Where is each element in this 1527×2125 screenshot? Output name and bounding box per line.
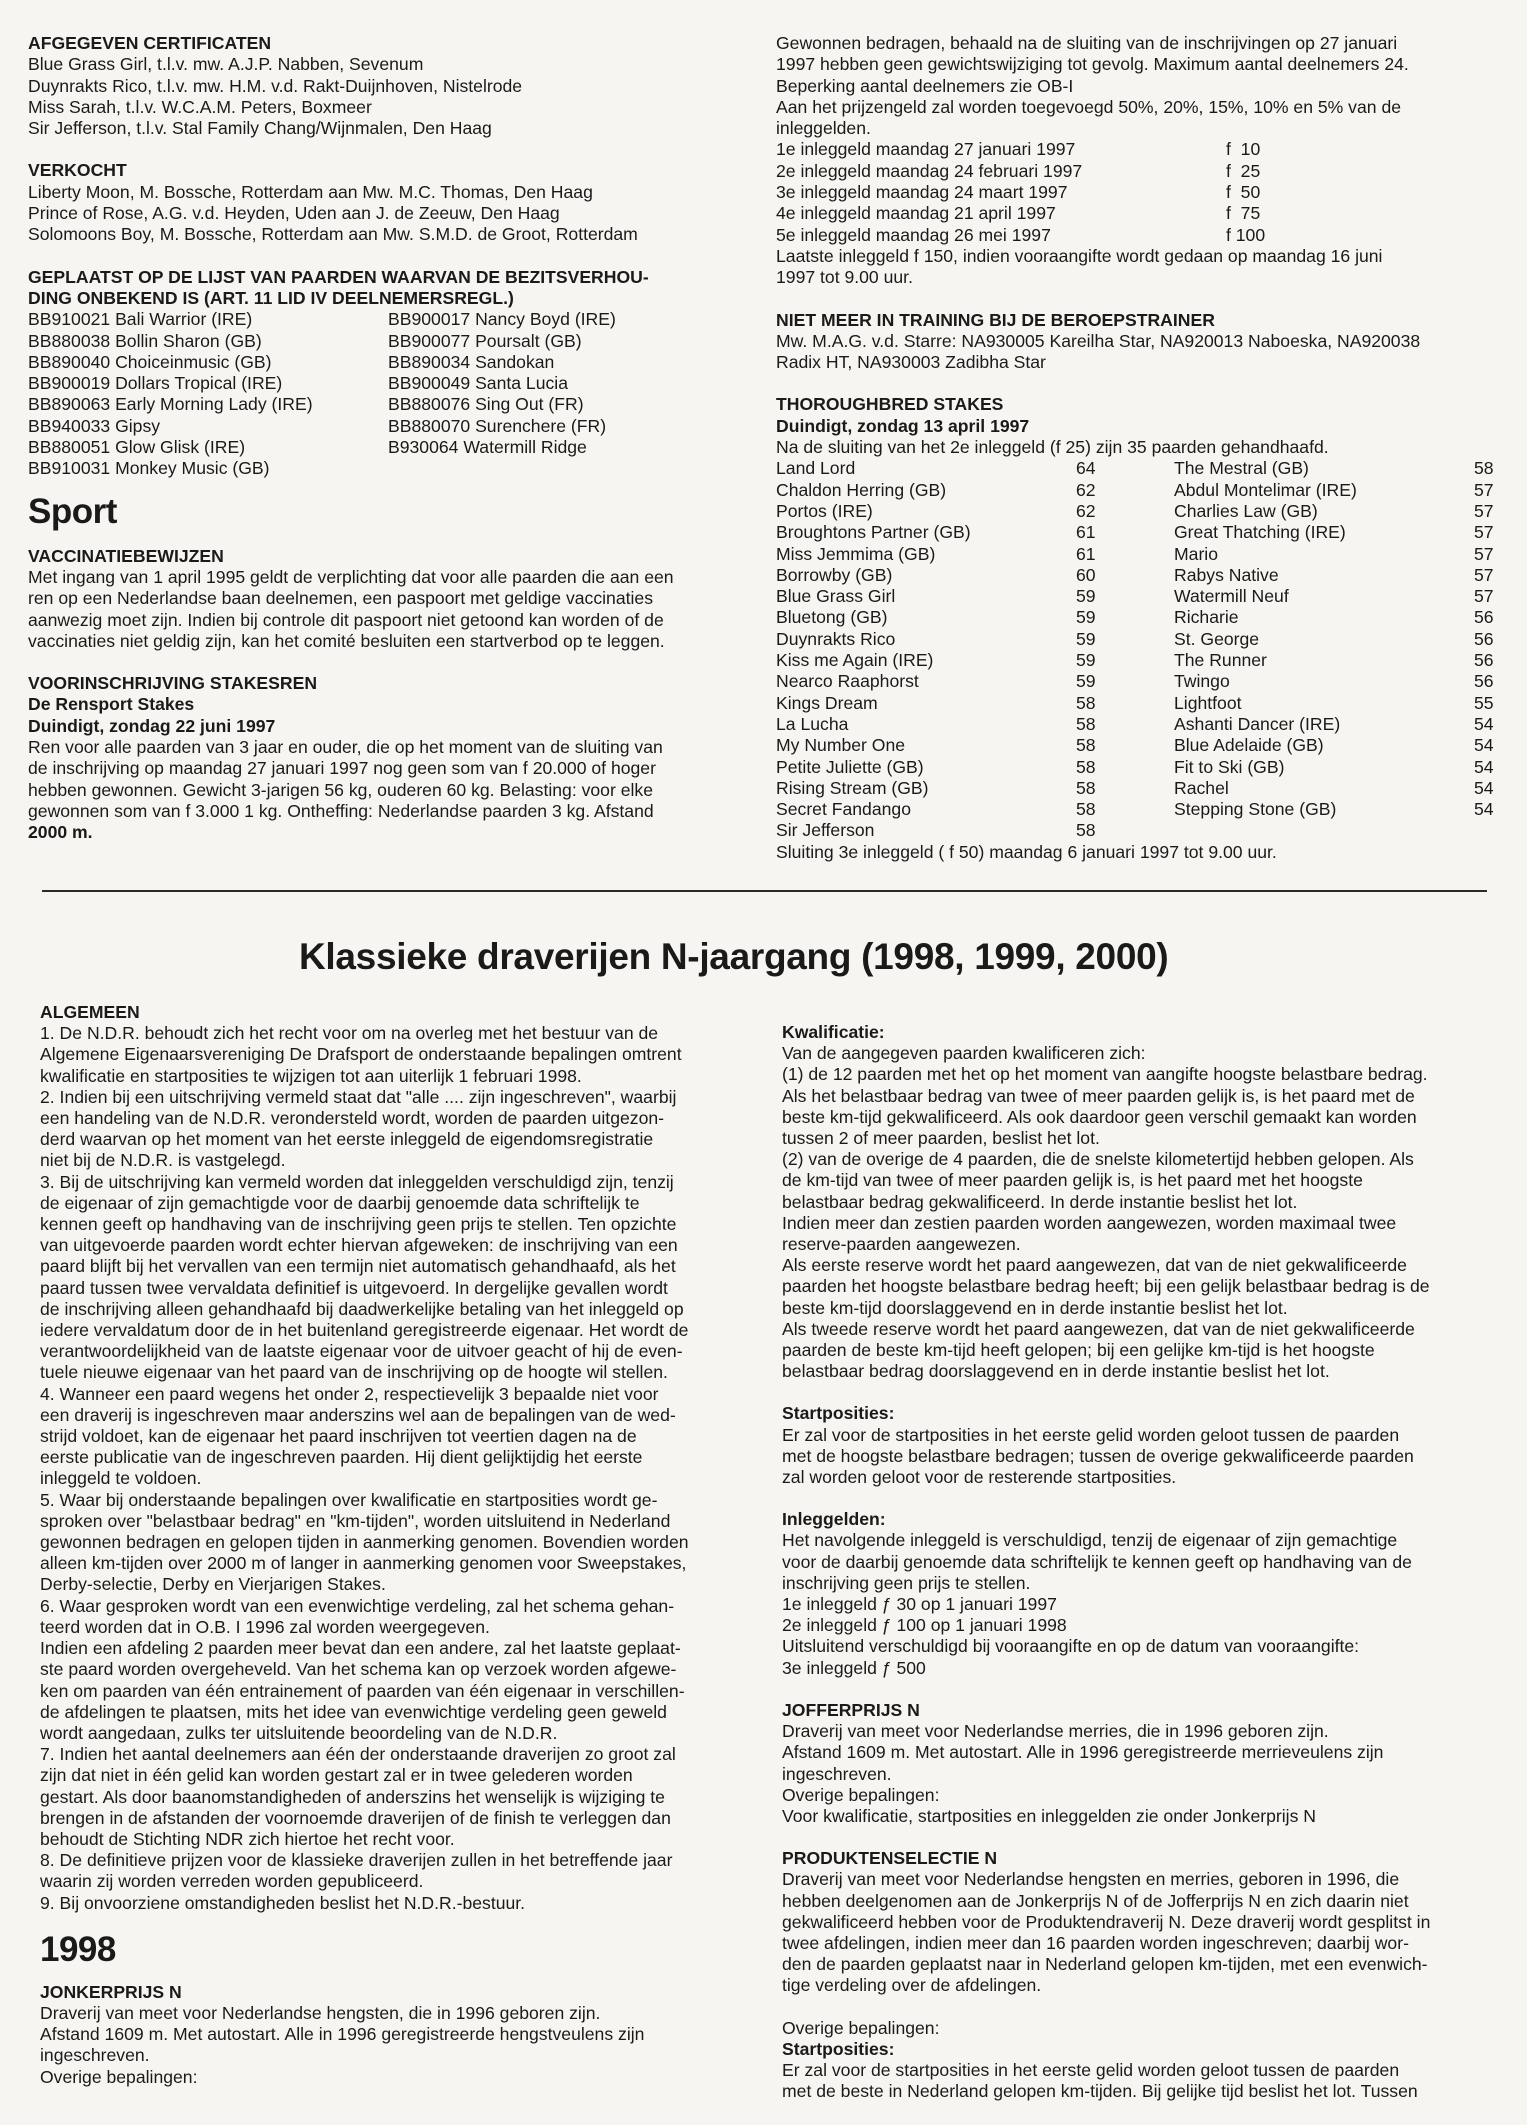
horse-name: Duynrakts Rico: [776, 628, 896, 649]
horse-name: Land Lord: [776, 458, 856, 479]
horse-name: Stepping Stone (GB): [1174, 799, 1337, 820]
text-line: 8. De definitieve prijzen voor de klassieke draverijen zullen in het betreffende jaar: [40, 1850, 673, 1871]
list-item: B930064 Watermill Ridge: [388, 437, 587, 458]
text-line: Uitsluitend verschuldigd bij vooraangifte en op de datum van vooraangifte:: [782, 1636, 1360, 1657]
horse-name: Chaldon Herring (GB): [776, 479, 947, 500]
text-line: inschrijving geen prijs te stellen.: [782, 1572, 1031, 1593]
text-line: Er zal voor de startposities in het eerste gelid worden geloot tussen de paarden: [782, 1424, 1400, 1445]
text-line: Het navolgende inleggeld is verschuldigd, tenzij de eigenaar of zijn gemachtige: [782, 1530, 1398, 1551]
list-item: BB880051 Glow Glisk (IRE): [28, 437, 246, 458]
horse-weight: 58: [1076, 799, 1096, 820]
text-line: derd waarvan op het moment van het eerste inleggeld de eigendomsregistratie: [40, 1129, 654, 1150]
text-line: tuele nieuwe eigenaar van het paard van de inschrijving op de hoogte wil stellen.: [40, 1362, 668, 1383]
voor-heading: VOORINSCHRIJVING STAKESREN: [28, 673, 318, 694]
start-text: [782, 1425, 1487, 1489]
horse-weight: [1474, 820, 1494, 841]
horse-name: [1174, 820, 1474, 841]
text-line: paard blijft bij het vervallen van een termijn niet automatisch gehandhaafd, als het: [40, 1256, 676, 1277]
text-line: Radix HT, NA930003 Zadibha Star: [776, 352, 1046, 373]
list-item: BB880076 Sing Out (FR): [388, 394, 584, 415]
text-line: ste paard worden overgeheveld. Van het schema kan op verzoek worden afgewe-: [40, 1659, 677, 1680]
cert-line: Sir Jefferson, t.l.v. Stal Family Chang/Wijnmalen, Den Haag: [28, 118, 492, 139]
inleggeld-amount: f 25: [1226, 160, 1261, 181]
horse-weight: 56: [1474, 607, 1494, 628]
alg-heading: ALGEMEEN: [40, 1002, 140, 1022]
text-line: Voor kwalificatie, startposities en inleggelden zie onder Jonkerprijs N: [782, 1805, 1316, 1826]
text-line: Overige bepalingen:: [40, 2066, 198, 2087]
text-line: Er zal voor de startposities in het eerste gelid worden geloot tussen de paarden: [782, 2059, 1400, 2080]
jonker-heading: JONKERPRIJS N: [40, 1981, 182, 2002]
list-item: BB900017 Nancy Boyd (IRE): [388, 309, 616, 330]
horse-name: Portos (IRE): [776, 500, 873, 521]
laatste-text: [776, 246, 1486, 289]
section-divider: [42, 890, 1487, 892]
tb-note: Na de sluiting van het 2e inleggeld (f 25) zijn 35 paarden gehandhaafd.: [776, 437, 1329, 458]
text-line: waarin zij worden verreden worden gepubliceerd.: [40, 1871, 424, 1892]
text-line: zal worden geloot voor de resterende startposities.: [782, 1467, 1177, 1488]
horse-name: Rising Stream (GB): [776, 777, 929, 798]
horse-name: Fit to Ski (GB): [1174, 756, 1285, 777]
horse-weight: 58: [1076, 820, 1096, 841]
tb-sub: Duindigt, zondag 13 april 1997: [776, 415, 1030, 436]
horse-name: Secret Fandango: [776, 799, 911, 820]
tb-heading: THOROUGHBRED STAKES: [776, 394, 1004, 415]
text-line: iedere vervaldatum door de in het buitenland geregistreerde eigenaar. Het wordt de: [40, 1320, 689, 1341]
horse-name: The Mestral (GB): [1174, 458, 1309, 479]
horse-name: Abdul Montelimar (IRE): [1174, 479, 1357, 500]
text-line: Aan het prijzengeld zal worden toegevoegd 50%, 20%, 15%, 10% en 5% van de: [776, 96, 1402, 117]
thoroughbred-table: [776, 458, 1494, 841]
horse-weight: 59: [1076, 628, 1096, 649]
text-line: de inschrijving op maandag 27 januari 1997 nog geen som van f 20.000 of hoger: [28, 758, 656, 779]
text-line: gekwalificeerd hebben voor de Produktendraverij N. Deze draverij wordt gesplitst in: [782, 1911, 1431, 1932]
cert-list: [28, 54, 748, 139]
horse-weight: 58: [1076, 735, 1096, 756]
text-line: ken om paarden van één entrainement of paarden van één eigenaar in verschillen-: [40, 1680, 685, 1701]
text-line: Afstand 1609 m. Met autostart. Alle in 1996 geregistreerde hengstveulens zijn: [40, 2024, 645, 2045]
horse-weight: 57: [1474, 522, 1494, 543]
horse-name: La Lucha: [776, 713, 849, 734]
text-line: aanwezig moet zijn. Indien bij controle dit paspoort niet getoond kan worden of de: [28, 609, 664, 630]
horse-name: The Runner: [1174, 650, 1267, 671]
horse-name: St. George: [1174, 628, 1260, 649]
text-line: eerste publicatie van de ingeschreven paarden. Hij dient gelijktijdig het eerste: [40, 1447, 643, 1468]
horse-name: Kings Dream: [776, 692, 878, 713]
list-item: BB880070 Surenchere (FR): [388, 415, 607, 436]
text-line: Ren voor alle paarden van 3 jaar en ouder, die op het moment van de sluiting van: [28, 737, 663, 758]
text-line: de eigenaar of zijn gemachtigde voor de daarbij genoemde data schriftelijk te: [40, 1192, 640, 1213]
text-line: verantwoordelijkheid van de laatste eigenaar voor de uitvoer geacht of hij de even-: [40, 1341, 683, 1362]
horse-name: Sir Jefferson: [776, 820, 875, 841]
text-line: 2e inleggeld ƒ 100 op 1 januari 1998: [782, 1615, 1067, 1636]
horse-name: Twingo: [1174, 671, 1230, 692]
kwal-text: [782, 1043, 1487, 1382]
text-line: de km-tijd van twee of meer paarden gelijk is, is het paard met het hoogste: [782, 1170, 1363, 1191]
left-bottom-column: [40, 1002, 752, 2088]
text-line: de inschrijving alleen gehandhaafd bij daadwerkelijke betaling van het inleggeld op: [40, 1298, 684, 1319]
text-line: Als het belastbaar bedrag van twee of meer paarden gelijk is, is het paard met de: [782, 1085, 1415, 1106]
text-line: teerd worden dat in O.B. I 1996 zal worden weergegeven.: [40, 1616, 490, 1637]
text-line: Derby-selectie, Derby en Vierjarigen Stakes.: [40, 1574, 386, 1595]
horse-weight: 56: [1474, 671, 1494, 692]
jonker-text: [40, 2003, 752, 2088]
sold-line: Prince of Rose, A.G. v.d. Heyden, Uden aan J. de Zeeuw, Den Haag: [28, 203, 560, 224]
text-line: van uitgevoerde paarden wordt echter hiervan afgeweken: de inschrijving van een: [40, 1235, 678, 1256]
list-item: BB910021 Bali Warrior (IRE): [28, 309, 253, 330]
text-line: 1. De N.D.R. behoudt zich het recht voor om na overleg met het bestuur van de: [40, 1023, 659, 1044]
inleggeld-label: 5e inleggeld maandag 26 mei 1997: [776, 224, 1051, 245]
niet-heading: NIET MEER IN TRAINING BIJ DE BEROEPSTRAINER: [776, 309, 1215, 330]
text-line: ingeschreven.: [40, 2045, 150, 2066]
horse-weight: 54: [1474, 777, 1494, 798]
right-bottom-column: [782, 1022, 1487, 2102]
kwal-heading: Kwalificatie:: [782, 1022, 885, 1042]
text-line: 1e inleggeld ƒ 30 op 1 januari 1997: [782, 1594, 1057, 1615]
inleg-text: [782, 1530, 1487, 1678]
horse-weight: 58: [1076, 713, 1096, 734]
text-line: ingeschreven.: [782, 1763, 892, 1784]
list-item: BB880038 Bollin Sharon (GB): [28, 330, 262, 351]
inleggeld-amount: f 50: [1226, 182, 1261, 203]
text-line: tussen 2 of meer paarden, beslist het lot.: [782, 1128, 1100, 1149]
text-line: inleggeld te voldoen.: [40, 1468, 202, 1489]
text-line: Indien een afdeling 2 paarden meer bevat dan een andere, zal het laatste geplaat-: [40, 1638, 681, 1659]
text-line: Draverij van meet voor Nederlandse merries, die in 1996 geboren zijn.: [782, 1721, 1329, 1742]
inleggeld-table: [776, 139, 1486, 245]
text-line: paarden de beste km-tijd heeft gelopen; bij een gelijke km-tijd is het hoogste: [782, 1340, 1375, 1361]
text-line: paard tussen twee vervaldata definitief is uitgevoerd. In dergelijke gevallen wordt: [40, 1277, 668, 1298]
horse-name: Richarie: [1174, 607, 1239, 628]
left-top-column: [28, 33, 748, 844]
horse-name: Bluetong (GB): [776, 607, 888, 628]
text-line: strijd voldoet, kan de eigenaar het paard inschrijven tot veertien dagen na de: [40, 1426, 637, 1447]
horse-name: Ashanti Dancer (IRE): [1174, 713, 1341, 734]
text-line: hebben gewonnen. Gewicht 3-jarigen 56 kg, ouderen 60 kg. Belasting: voor elke: [28, 779, 653, 800]
text-line: alleen km-tijden over 2000 m of langer in aanmerking genomen voor Sweepstakes,: [40, 1553, 687, 1574]
text-line: Draverij van meet voor Nederlandse hengsten, die in 1996 geboren zijn.: [40, 2002, 601, 2023]
text-line: Mw. M.A.G. v.d. Starre: NA930005 Kareilha Star, NA920013 Naboeska, NA920038: [776, 330, 1421, 351]
unknown-list-left: [28, 309, 388, 479]
horse-name: Broughtons Partner (GB): [776, 522, 971, 543]
text-line: Gewonnen bedragen, behaald na de sluiting van de inschrijvingen op 27 januari: [776, 33, 1398, 53]
text-line: belastbaar bedrag gekwalificeerd. In derde instantie beslist het lot.: [782, 1191, 1298, 1212]
list-item: BB940033 Gipsy: [28, 415, 161, 436]
text-line: Als eerste reserve wordt het paard aangewezen, dat van de niet gekwalificeerde: [782, 1255, 1407, 1276]
text-line: 7. Indien het aantal deelnemers aan één der onderstaande draverijen zo groot zal: [40, 1744, 676, 1765]
horse-weight: 59: [1076, 650, 1096, 671]
text-line: Van de aangegeven paarden kwalificeren zich:: [782, 1043, 1146, 1064]
sport-heading: Sport: [28, 491, 117, 531]
niet-text: [776, 331, 1486, 374]
horse-name: Great Thatching (IRE): [1174, 522, 1346, 543]
right-top-column: [776, 33, 1494, 863]
inleg-heading: Inleggelden:: [782, 1509, 886, 1530]
text-line: niet bij de N.D.R. is vastgelegd.: [40, 1150, 286, 1171]
cert-heading: AFGEGEVEN CERTIFICATEN: [28, 33, 272, 53]
horse-weight: 57: [1474, 500, 1494, 521]
horse-weight: 54: [1474, 713, 1494, 734]
overige-label: Overige bepalingen:: [782, 2017, 940, 2038]
text-line: belastbaar bedrag doorslaggevend en in derde instantie beslist het lot.: [782, 1361, 1330, 1382]
horse-weight: 64: [1076, 458, 1096, 479]
text-line: zijn dat niet in één gelid kan worden gestart zal er in twee gelederen worden: [40, 1765, 633, 1786]
text-line: behoudt de Stichting NDR zich hiertoe het recht voor.: [40, 1828, 455, 1849]
sold-list: [28, 182, 748, 246]
voor-sub1: De Rensport Stakes: [28, 694, 195, 715]
text-line: een draverij is ingeschreven maar anderszins wel aan de bepalingen van de wed-: [40, 1404, 676, 1425]
text-line: twee afdelingen, indien meer dan 16 paarden worden ingeschreven; daarbij wor-: [782, 1932, 1409, 1953]
text-line: gestart. Als door baanomstandigheden of anderszins het wenselijk is wijziging te: [40, 1786, 665, 1807]
horse-weight: 58: [1076, 756, 1096, 777]
text-line: hebben deelgenomen aan de Jonkerprijs N of de Jofferprijs N en zich daarin niet: [782, 1890, 1409, 1911]
horse-weight: 54: [1474, 799, 1494, 820]
list-item: BB900077 Poursalt (GB): [388, 330, 582, 351]
start-heading: Startposities:: [782, 1403, 895, 1424]
horse-name: Blue Adelaide (GB): [1174, 735, 1324, 756]
text-line: sproken over "belastbaar bedrag" en "km-tijden", worden uitsluitend in Nederland: [40, 1510, 671, 1531]
horse-weight: 59: [1076, 607, 1096, 628]
text-line: tige verdeling over de afdelingen.: [782, 1975, 1042, 1996]
text-line: met de hoogste belastbare bedragen; tussen de overige gekwalificeerde paarden: [782, 1445, 1414, 1466]
text-line: wordt aangedaan, zulks ter uitsluitende beoordeling van de N.D.R.: [40, 1722, 558, 1743]
horse-weight: 56: [1474, 650, 1494, 671]
inleggeld-amount: f 75: [1226, 203, 1261, 224]
horse-name: Borrowby (GB): [776, 564, 893, 585]
text-line: Als tweede reserve wordt het paard aangewezen, dat van de niet gekwalificeerde: [782, 1318, 1415, 1339]
start2-heading: Startposities:: [782, 2038, 895, 2059]
list-item: BB900019 Dollars Tropical (IRE): [28, 373, 283, 394]
sold-heading: VERKOCHT: [28, 160, 127, 181]
horse-weight: 62: [1076, 500, 1096, 521]
list-heading-1: GEPLAATST OP DE LIJST VAN PAARDEN WAARVAN DE BEZITSVERHOU-: [28, 266, 649, 287]
unknown-list-right: [388, 309, 748, 479]
horse-weight: 61: [1076, 543, 1096, 564]
text-line: inleggelden.: [776, 118, 871, 139]
inleggeld-amount: f 100: [1226, 224, 1266, 245]
tb-sluiting: Sluiting 3e inleggeld ( f 50) maandag 6 januari 1997 tot 9.00 uur.: [776, 841, 1277, 862]
text-line: (2) van de overige de 4 paarden, die de snelste kilometertijd hebben gelopen. Als: [782, 1149, 1414, 1170]
inleggeld-label: 4e inleggeld maandag 21 april 1997: [776, 203, 1056, 224]
horse-weight: 58: [1076, 777, 1096, 798]
text-line: (1) de 12 paarden met het op het moment van aangifte hoogste belastbare bedrag.: [782, 1064, 1428, 1085]
horse-name: My Number One: [776, 735, 906, 756]
text-line: 6. Waar gesproken wordt van een evenwichtige verdeling, zal het schema gehan-: [40, 1595, 675, 1616]
text-line: 1997 tot 9.00 uur.: [776, 267, 913, 288]
joffer-heading: JOFFERPRIJS N: [782, 1699, 920, 1720]
horse-weight: 62: [1076, 479, 1096, 500]
text-line: reserve-paarden aangewezen.: [782, 1234, 1021, 1255]
inleggeld-label: 3e inleggeld maandag 24 maart 1997: [776, 182, 1068, 203]
text-line: Draverij van meet voor Nederlandse hengsten en merries, geboren in 1996, die: [782, 1869, 1400, 1890]
prod-text: [782, 1869, 1487, 1996]
horse-weight: 57: [1474, 479, 1494, 500]
prod-heading: PRODUKTENSELECTIE N: [782, 1848, 998, 1869]
text-line: den de paarden geplaatst naar in Nederland gelopen km-tijden, met een evenwich-: [782, 1954, 1428, 1975]
text-line: met de beste in Nederland gelopen km-tijden. Bij gelijke tijd beslist het lot. Tussen: [782, 2081, 1418, 2102]
horse-name: Miss Jemmima (GB): [776, 543, 936, 564]
cert-line: Blue Grass Girl, t.l.v. mw. A.J.P. Nabben, Sevenum: [28, 54, 424, 75]
vacc-heading: VACCINATIEBEWIJZEN: [28, 545, 224, 566]
text-line: Overige bepalingen:: [782, 1784, 940, 1805]
vacc-text: [28, 567, 748, 652]
horse-name: Blue Grass Girl: [776, 586, 896, 607]
horse-weight: 57: [1474, 586, 1494, 607]
text-line: 3e inleggeld ƒ 500: [782, 1657, 926, 1678]
horse-weight: 58: [1474, 458, 1494, 479]
text-line: 9. Bij onvoorziene omstandigheden beslist het N.D.R.-bestuur.: [40, 1892, 526, 1913]
list-item: BB900049 Santa Lucia: [388, 373, 568, 394]
list-item: BB910031 Monkey Music (GB): [28, 458, 270, 479]
unknown-ownership-list: [28, 309, 748, 479]
year-heading: 1998: [40, 1929, 116, 1969]
horse-weight: 59: [1076, 586, 1096, 607]
horse-name: Rachel: [1174, 777, 1229, 798]
text-line: de afdelingen te plaatsen, mits het idee van evenwichtige verdeling geen geweld: [40, 1701, 667, 1722]
intro-text: [776, 33, 1486, 139]
horse-name: Petite Juliette (GB): [776, 756, 924, 777]
text-line: vaccinaties niet geldig zijn, kan het comité besluiten een startverbod op te leggen.: [28, 630, 665, 651]
text-line: ren op een Nederlandse baan deelnemen, een paspoort met geldige vaccinaties: [28, 588, 654, 609]
text-line: kwalificatie en startposities te wijzigen tot aan uiterlijk 1 februari 1998.: [40, 1065, 582, 1086]
text-line: gewonnen bedragen en gelopen tijden in aanmerking genomen. Bovendien worden: [40, 1532, 689, 1553]
sold-line: Solomoons Boy, M. Bossche, Rotterdam aan Mw. S.M.D. de Groot, Rotterdam: [28, 224, 638, 245]
list-item: BB890040 Choiceinmusic (GB): [28, 351, 272, 372]
horse-name: Rabys Native: [1174, 564, 1279, 585]
horse-name: Lightfoot: [1174, 692, 1242, 713]
horse-weight: 59: [1076, 671, 1096, 692]
list-item: BB890034 Sandokan: [388, 351, 555, 372]
sold-line: Liberty Moon, M. Bossche, Rotterdam aan Mw. M.C. Thomas, Den Haag: [28, 181, 593, 202]
inleggeld-label: 1e inleggeld maandag 27 januari 1997: [776, 139, 1076, 160]
list-heading-2: DING ONBEKEND IS (ART. 11 LID IV DEELNEMERSREGL.): [28, 287, 514, 308]
text-line: Algemene Eigenaarsvereniging De Drafsport de onderstaande bepalingen omtrent: [40, 1044, 682, 1065]
horse-weight: 61: [1076, 522, 1096, 543]
voor-last: 2000 m.: [28, 822, 93, 843]
text-line: kennen geeft op handhaving van de inschrijving geen prijs te stellen. Ten opzichte: [40, 1214, 677, 1235]
text-line: Laatste inleggeld f 150, indien vooraangifte wordt gedaan op maandag 16 juni: [776, 245, 1383, 266]
horse-weight: 56: [1474, 628, 1494, 649]
text-line: 5. Waar bij onderstaande bepalingen over kwalificatie en startposities wordt ge-: [40, 1489, 658, 1510]
voor-text: [28, 737, 748, 822]
main-title: Klassieke draverijen N-jaargang (1998, 1999, 2000): [299, 936, 1169, 977]
horse-weight: 54: [1474, 756, 1494, 777]
inleggeld-amount: f 10: [1226, 139, 1261, 160]
alg-text: [40, 1023, 752, 1914]
joffer-text: [782, 1721, 1487, 1827]
horse-name: Kiss me Again (IRE): [776, 650, 934, 671]
text-line: Beperking aantal deelnemers zie OB-I: [776, 75, 1074, 96]
horse-name: Charlies Law (GB): [1174, 500, 1318, 521]
start2-text: [782, 2060, 1487, 2102]
text-line: een handeling van de N.D.R. verondersteld wordt, worden de paarden uitgezon-: [40, 1108, 664, 1129]
horse-name: Watermill Neuf: [1174, 586, 1289, 607]
text-line: voor de daarbij genoemde data schriftelijk te kennen geeft op handhaving van de: [782, 1551, 1412, 1572]
text-line: beste km-tijd gekwalificeerd. Als ook daardoor geen verschil gemaakt kan worden: [782, 1106, 1417, 1127]
text-line: Indien meer dan zestien paarden worden aangewezen, worden maximaal twee: [782, 1212, 1397, 1233]
horse-name: Mario: [1174, 543, 1218, 564]
horse-name: Nearco Raaphorst: [776, 671, 919, 692]
horse-weight: 57: [1474, 543, 1494, 564]
text-line: beste km-tijd doorslaggevend en in derde instantie beslist het lot.: [782, 1297, 1288, 1318]
horse-weight: 60: [1076, 564, 1096, 585]
text-line: 3. Bij de uitschrijving kan vermeld worden dat inleggelden verschuldigd zijn, tenzij: [40, 1171, 674, 1192]
horse-weight: 54: [1474, 735, 1494, 756]
horse-weight: 57: [1474, 564, 1494, 585]
text-line: brengen in de afstanden der voornoemde draverijen of de finish te verleggen dan: [40, 1807, 671, 1828]
inleggeld-label: 2e inleggeld maandag 24 februari 1997: [776, 160, 1083, 181]
cert-line: Duynrakts Rico, t.l.v. mw. H.M. v.d. Rakt-Duijnhoven, Nistelrode: [28, 75, 523, 96]
horse-weight: 58: [1076, 692, 1096, 713]
text-line: gewonnen som van f 3.000 1 kg. Ontheffing: Nederlandse paarden 3 kg. Afstand: [28, 800, 654, 821]
text-line: paarden het hoogste belastbare bedrag heeft; bij een gelijk belastbaar bedrag is de: [782, 1276, 1430, 1297]
horse-weight: 55: [1474, 692, 1494, 713]
cert-line: Miss Sarah, t.l.v. W.C.A.M. Peters, Boxmeer: [28, 96, 372, 117]
list-item: BB890063 Early Morning Lady (IRE): [28, 394, 313, 415]
text-line: 1997 hebben geen gewichtswijziging tot gevolg. Maximum aantal deelnemers 24.: [776, 54, 1409, 75]
text-line: Met ingang van 1 april 1995 geldt de verplichting dat voor alle paarden die aan een: [28, 566, 674, 587]
text-line: 4. Wanneer een paard wegens het onder 2, respectievelijk 3 bepaalde niet voor: [40, 1383, 659, 1404]
voor-sub2: Duindigt, zondag 22 juni 1997: [28, 715, 276, 736]
text-line: 2. Indien bij een uitschrijving vermeld staat dat "alle .... zijn ingeschreven", waarbij: [40, 1086, 677, 1107]
text-line: Afstand 1609 m. Met autostart. Alle in 1996 geregistreerde merrieveulens zijn: [782, 1742, 1384, 1763]
